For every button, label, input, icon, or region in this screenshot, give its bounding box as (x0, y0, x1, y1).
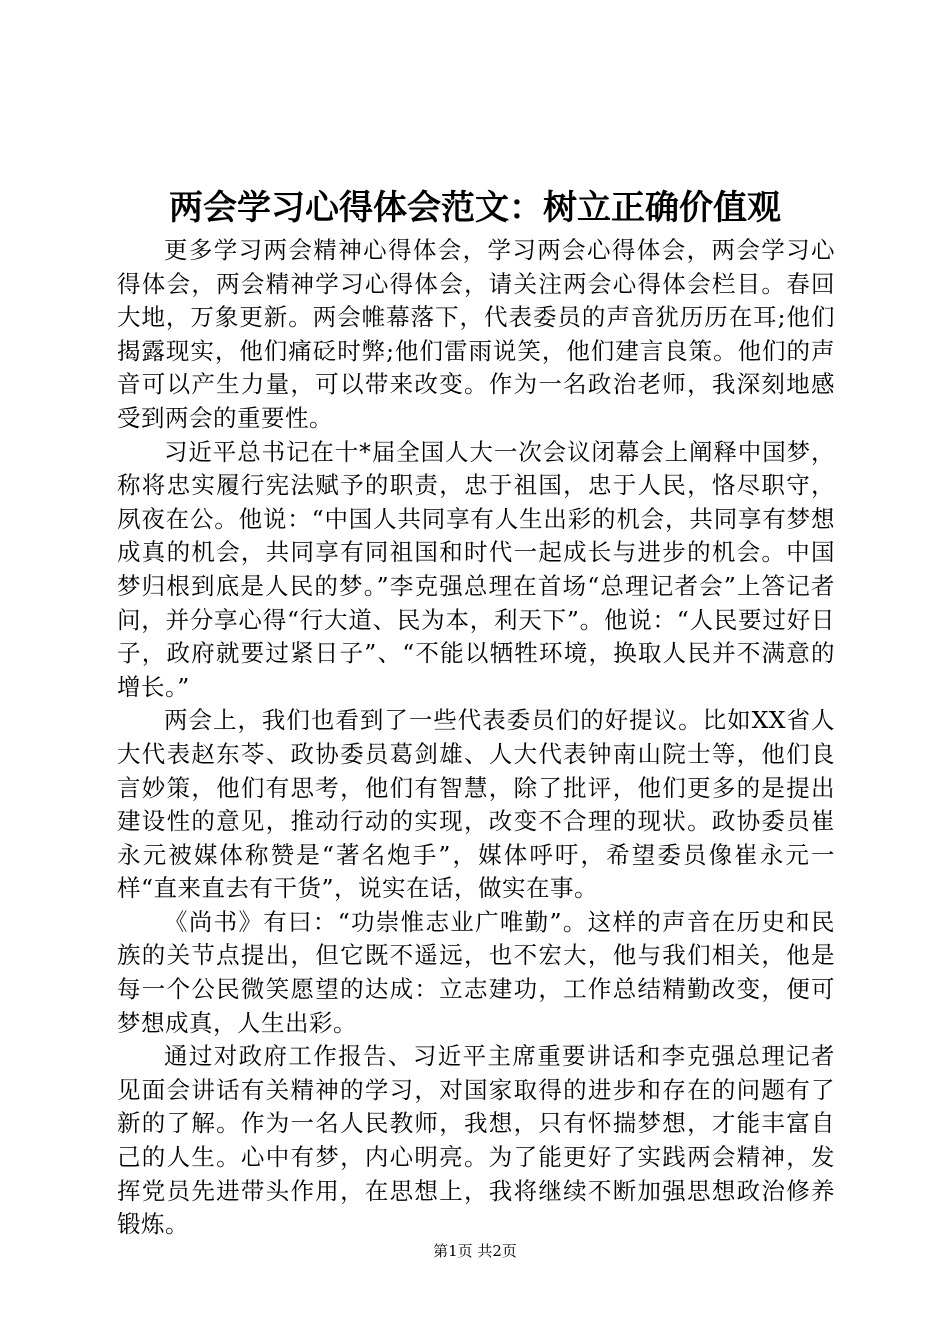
paragraph-1: 更多学习两会精神心得体会，学习两会心得体会，两会学习心得体会，两会精神学习心得体会，请关注两会心得体会栏目。春回大地，万象更新。两会帷幕落下，代表委员的声音犹历历在耳;他们揭露现实，他们痛砭时弊;他们雷雨说笑，他们建言良策。他们的声音可以产生力量，可以带来改变。作为一名政治老师，我深刻地感受到两会的重要性。 (117, 236, 835, 432)
paragraph-2: 习近平总书记在十*届全国人大一次会议闭幕会上阐释中国梦，称将忠实履行宪法赋予的职责，忠于祖国，忠于人民，恪尽职守，夙夜在公。他说：“中国人共同享有人生出彩的机会，共同享有梦想成真的机会，共同享有同祖国和时代一起成长与进步的机会。中国梦归根到底是人民的梦。”李克强总理在首场“总理记者会”上答记者问，并分享心得“行大道、民为本，利天下”。他说：“人民要过好日子，政府就要过紧日子”、“不能以牺牲环境，换取人民并不满意的增长。” (117, 437, 835, 701)
paragraph-5: 通过对政府工作报告、习近平主席重要讲话和李克强总理记者见面会讲话有关精神的学习，对国家取得的进步和存在的问题有了新的了解。作为一名人民教师，我想，只有怀揣梦想，才能丰富自己的人生。心中有梦，内心明亮。为了能更好了实践两会精神，发挥党员先进带头作用，在思想上，我将继续不断加强思想政治修养锻炼。 (117, 1042, 835, 1239)
paragraph-3: 两会上，我们也看到了一些代表委员们的好提议。比如XX省人大代表赵东苓、政协委员葛剑雄、人大代表钟南山院士等，他们良言妙策，他们有思考，他们有智慧，除了批评，他们更多的是提出建设性的意见，推动行动的实现，改变不合理的现状。政协委员崔永元被媒体称赞是“著名炮手”，媒体呼吁，希望委员像崔永元一样“直来直去有干货”，说实在话，做实在事。 (117, 706, 835, 903)
document-title: 两会学习心得体会范文：树立正确价值观 (169, 188, 781, 228)
document-body (117, 234, 835, 1242)
paragraph-4: 《尚书》有曰：“功崇惟志业广唯勤”。这样的声音在历史和民族的关节点提出，但它既不遥远，也不宏大，他与我们相关，他是每一个公民微笑愿望的达成：立志建功，工作总结精勤改变，便可梦想成真，人生出彩。 (117, 907, 835, 1037)
page-footer: 第1页 共2页 (433, 1242, 517, 1260)
